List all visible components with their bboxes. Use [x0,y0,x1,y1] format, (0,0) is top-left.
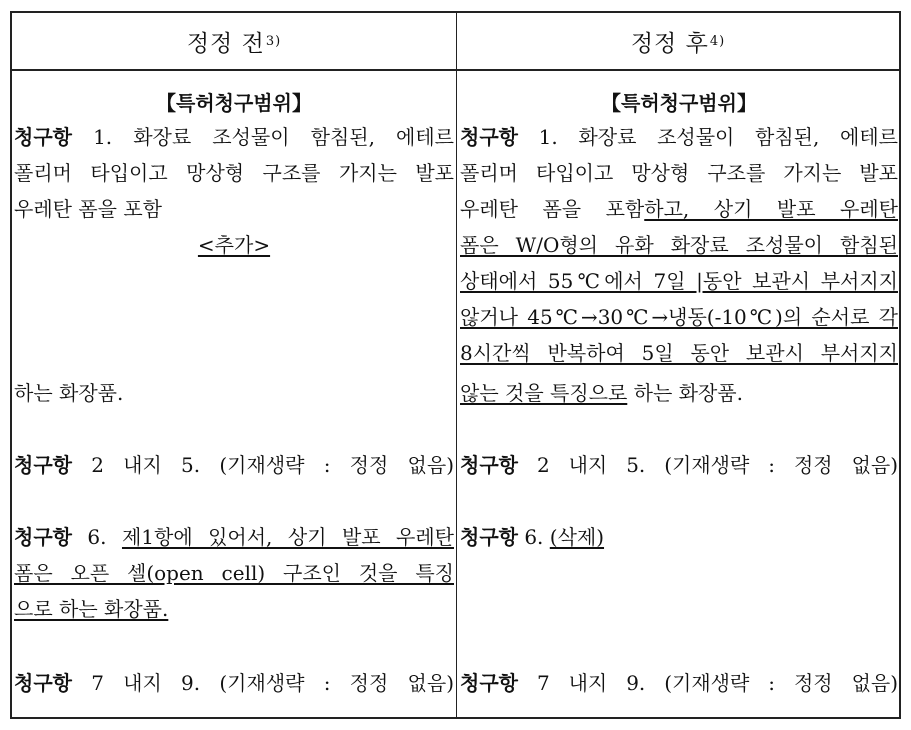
section-title: 【특허청구범위】 [156,91,312,115]
correction-table [10,11,901,719]
claim-2-5: 청구항 2 내지 5. (기재생략 : 정정 없음) [460,453,898,477]
footnote-3: 3) [265,33,282,49]
claim-1-line-3: 우레탄 폼을 포함 [14,197,162,221]
claim-1-line-2: 폴리머 타입이고 망상형 구조를 가지는 발포 [460,161,898,185]
claim-1-line-7: 8시간씩 반복하여 5일 동안 보관시 부서지지 [460,341,898,365]
claim-1-line-1: 청구항 1. 화장료 조성물이 함침된, 에테르 [14,125,454,149]
after-column [460,69,898,717]
claim-6-deleted: 청구항 6. (삭제) [460,525,605,549]
before-column [14,69,454,717]
claim-7-9: 청구항 7 내지 9. (기재생략 : 정정 없음) [14,671,454,695]
footnote-4: 4) [709,33,726,49]
claim-2-5: 청구항 2 내지 5. (기재생략 : 정정 없음) [14,453,454,477]
claim-7-9: 청구항 7 내지 9. (기재생략 : 정정 없음) [460,671,898,695]
claim-6-line-1: 청구항 6. 제1항에 있어서, 상기 발포 우레탄 [14,525,454,549]
header-before-label: 정정 전 [186,30,265,57]
claim-1-line-2: 폴리머 타입이고 망상형 구조를 가지는 발포 [14,161,454,185]
claim-1-line-5: 상태에서 55℃에서 7일 |동안 보관시 부서지지 [460,269,898,293]
header-after [457,13,899,69]
claim-6-line-2: 폼은 오픈 셀(open cell) 구조인 것을 특징 [14,561,454,585]
header-before [12,13,456,69]
insertion-marker: <추가> [197,233,271,257]
claim-1-line-6: 않거나 45℃→30℃→냉동(-10℃)의 순서로 각 [460,305,898,329]
column-divider [456,13,457,717]
claim-1-line-4: 폼은 W/O형의 유화 화장료 조성물이 함침된 [460,233,898,257]
claim-1-end: 하는 화장품. [14,381,124,405]
claim-6-line-3: 으로 하는 화장품. [14,597,169,621]
claim-1-line-8: 않는 것을 특징으로 하는 화장품. [460,381,743,405]
claim-1-line-3: 우레탄 폼을 포함하고, 상기 발포 우레탄 [460,197,898,221]
header-after-label: 정정 후 [630,30,709,57]
claim-1-line-1: 청구항 1. 화장료 조성물이 함침된, 에테르 [460,125,898,149]
section-title: 【특허청구범위】 [601,91,757,115]
